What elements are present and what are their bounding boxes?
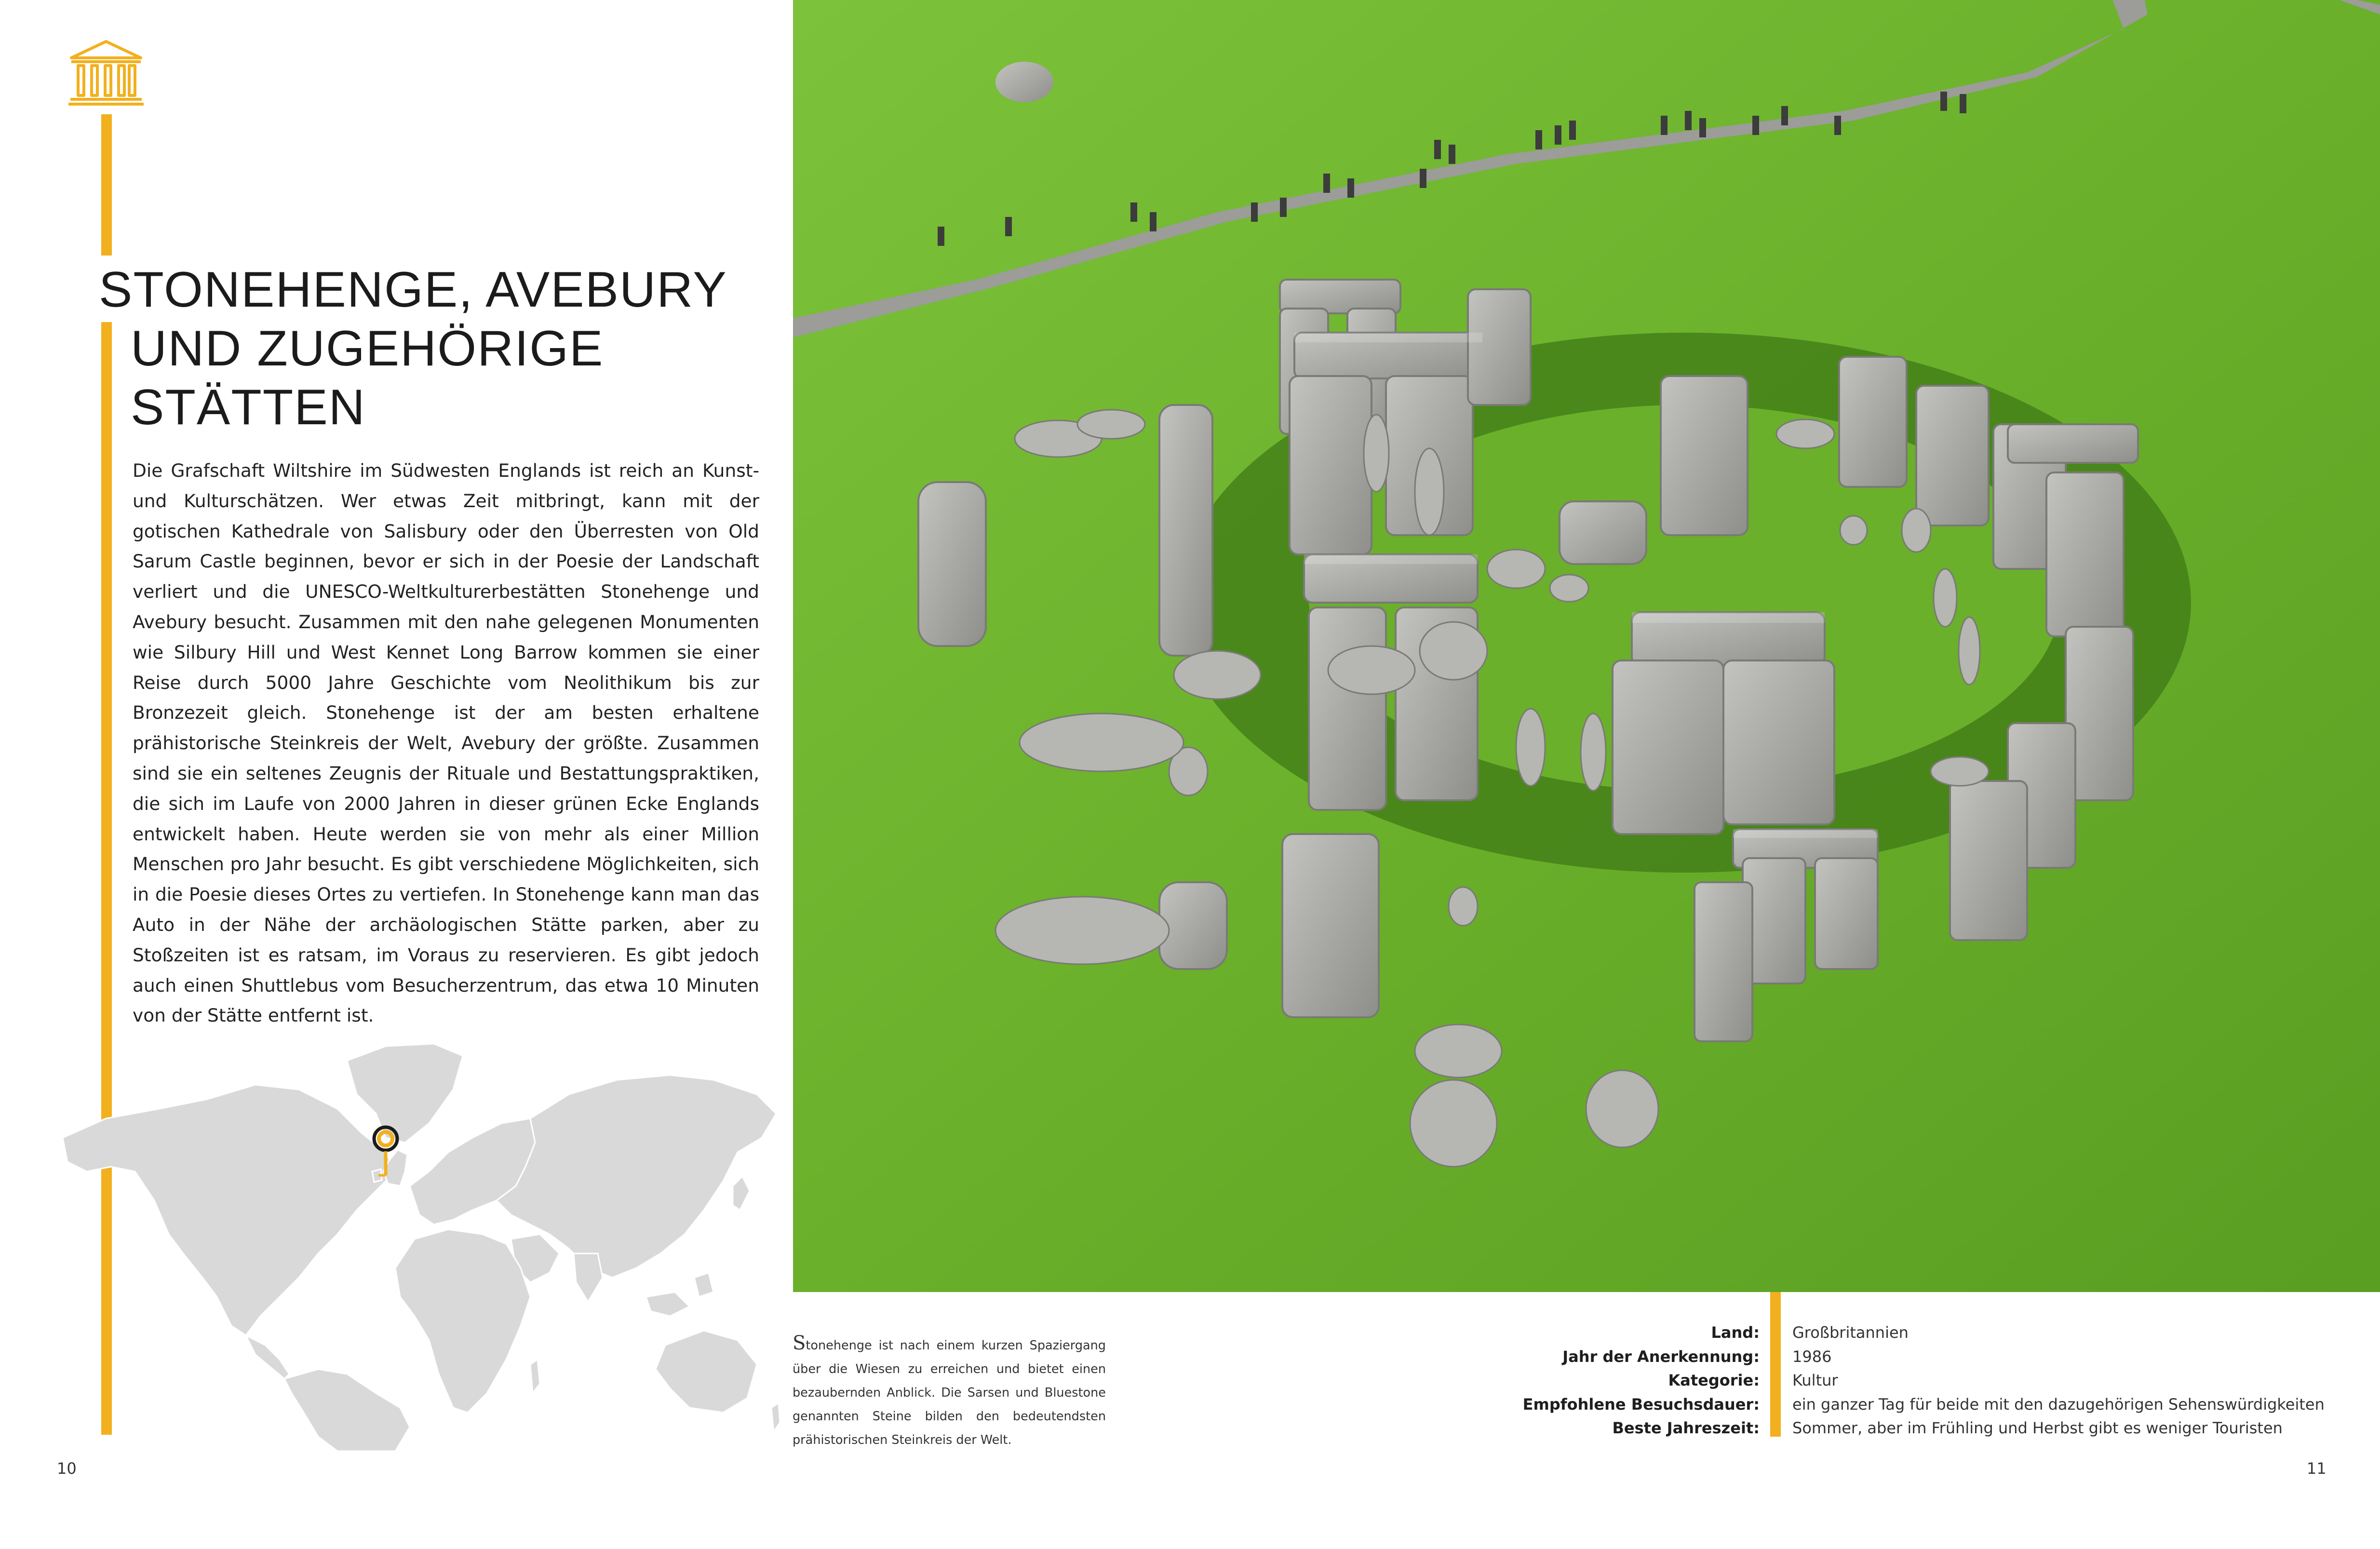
info-label-duration: Empfohlene Besuchsdauer: — [1522, 1395, 1760, 1414]
info-value-year: 1986 — [1792, 1347, 1832, 1366]
body-paragraph: Die Grafschaft Wiltshire im Südwesten Englands ist reich an Kunst- und Kulturschätzen. Wer etwas Zeit mitbringt, kann mit der gotischen Kathedrale von Salisbury oder den Überresten von Old Sarum Castle beginnen, bevor er sich in der Poesie der Landschaft verliert und die UNESCO-Weltkulturerbestätten Stonehenge und Avebury besucht. Zusammen mit den nahe gelegenen Monumenten wie Silbury Hill und West Kennet Long Barrow kommen sie einer Reise durch 5000 Jahre Geschichte vom Neolithikum bis zur Bronzezeit gleich. Stonehenge ist der am besten erhaltene prähistorische Steinkreis der Welt, Avebury der größte. Zusammen sind sie ein seltenes Zeugnis der Rituale und Bestattungspraktiken, die sich im Laufe von 2000 Jahren in dieser grünen Ecke Englands entwickelt haben. Heute werden sie von mehr als einer Million Menschen pro Jahr besucht. Es gibt verschiedene Möglichkeiten, sich in die Poesie dieses Ortes zu vertiefen. In Stonehenge kann man das Auto in der Nähe der archäologischen Stätte parken, aber zu Stoßzeiten ist es ratsam, im Voraus zu reservieren. Es gibt jedoch auch einen Shuttlebus vom Besucherzentrum, das etwa 10 Minuten von der Stätte entfernt ist. — [133, 460, 759, 1026]
stonehenge-photo — [793, 0, 2380, 1292]
caption-dropcap: S — [793, 1332, 806, 1354]
title-line-2: UND ZUGEHÖRIGE — [131, 321, 604, 377]
info-values — [1792, 1321, 2332, 1441]
accent-bar-top — [101, 114, 112, 256]
info-value-duration: ein ganzer Tag für beide mit den dazugehörigen Sehenswürdigkeiten — [1792, 1395, 2325, 1414]
page-number-left: 10 — [57, 1459, 77, 1478]
map-pin-icon — [369, 1123, 403, 1179]
accent-bar-info — [1770, 1292, 1781, 1437]
info-value-category: Kultur — [1792, 1371, 1838, 1389]
info-label-country: Land: — [1711, 1323, 1760, 1342]
world-map — [48, 1027, 781, 1451]
info-label-season: Beste Jahreszeit: — [1612, 1419, 1760, 1437]
title-line-3: STÄTTEN — [131, 379, 366, 435]
info-label-year: Jahr der Anerkennung: — [1562, 1347, 1760, 1366]
classical-temple-icon — [67, 39, 145, 108]
info-labels — [1470, 1321, 1760, 1441]
page-number-right: 11 — [2307, 1459, 2326, 1478]
title-line-1: STONEHENGE, AVEBURY — [99, 262, 727, 318]
photo-caption — [793, 1332, 1106, 1452]
info-label-category: Kategorie: — [1668, 1371, 1760, 1389]
info-value-country: Großbritannien — [1792, 1323, 1909, 1342]
page-title — [99, 260, 788, 437]
info-value-season: Sommer, aber im Frühling und Herbst gibt es weniger Touristen — [1792, 1419, 2283, 1437]
caption-text: tonehenge ist nach einem kurzen Spaziergang über die Wiesen zu erreichen und bietet einen bezaubernden Anblick. Die Sarsen und Bluestone genannten Steine bilden den bedeutendsten prähistorischen Steinkreis der Welt. — [793, 1338, 1106, 1447]
